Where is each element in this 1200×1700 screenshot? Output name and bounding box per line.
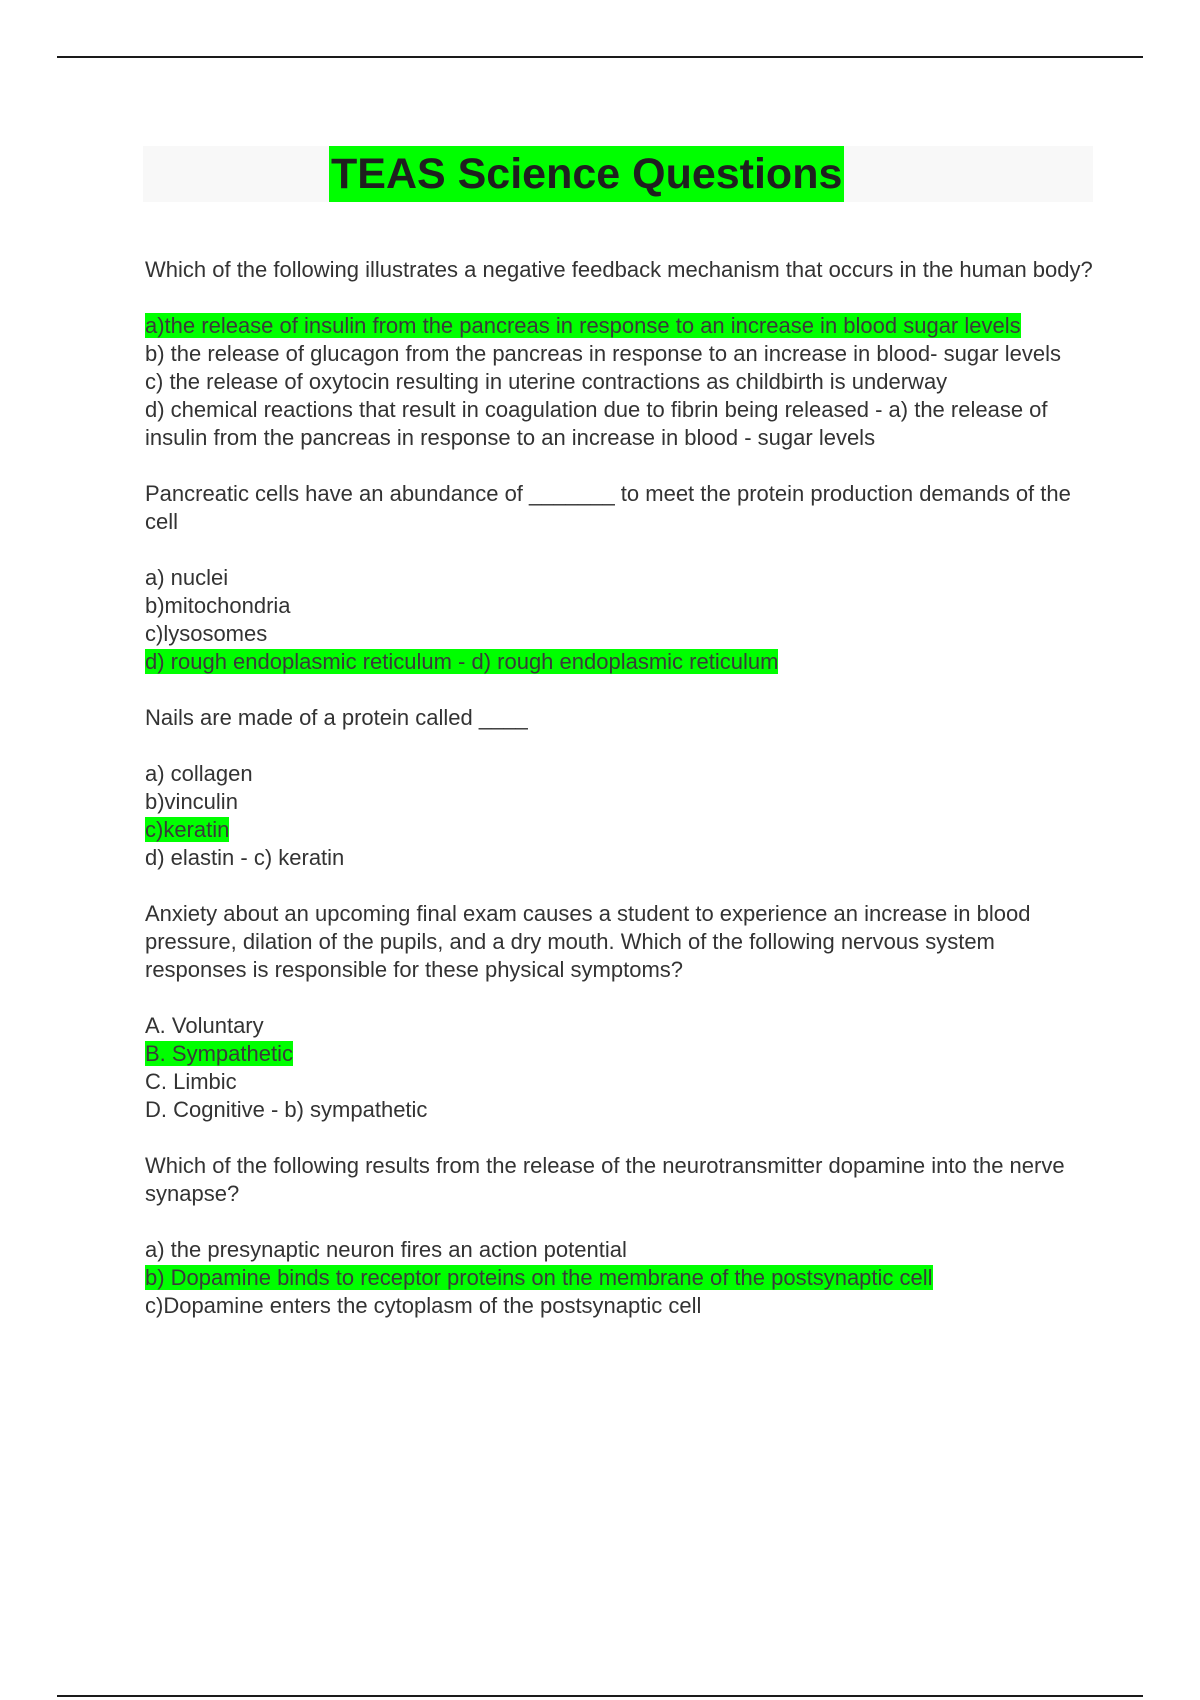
question-1-options <box>145 312 1095 452</box>
question-5-options <box>145 1236 1095 1320</box>
bottom-rule <box>57 1695 1143 1697</box>
option-text: c)Dopamine enters the cytoplasm of the postsynaptic cell <box>145 1293 702 1318</box>
option-text: d) chemical reactions that result in coagulation due to fibrin being released - a) the release of insulin from the pancreas in response to an increase in blood - sugar levels <box>145 397 1054 450</box>
option-line <box>145 368 1095 396</box>
question-4-prompt <box>145 900 1095 984</box>
question-prompt: Nails are made of a protein called ____ <box>145 705 528 730</box>
option-line <box>145 1012 1095 1040</box>
question-1-prompt <box>145 256 1095 284</box>
question-prompt: Which of the following illustrates a negative feedback mechanism that occurs in the human body? <box>145 257 1093 282</box>
option-text: A. Voluntary <box>145 1013 264 1038</box>
option-text: b)vinculin <box>145 789 238 814</box>
option-text: c)lysosomes <box>145 621 268 646</box>
option-line <box>145 396 1095 452</box>
page-title: TEAS Science Questions <box>329 146 844 202</box>
option-line <box>145 340 1095 368</box>
option-line <box>145 1068 1095 1096</box>
question-prompt: Which of the following results from the release of the neurotransmitter dopamine into the nerve synapse? <box>145 1153 1071 1206</box>
option-text: d) rough endoplasmic reticulum - d) rough endoplasmic reticulum <box>145 649 779 674</box>
option-line <box>145 816 1095 844</box>
question-prompt: Anxiety about an upcoming final exam causes a student to experience an increase in blood pressure, dilation of the pupils, and a dry mouth. Which of the following nervous system responses is responsible for these physical symptoms? <box>145 901 1037 982</box>
option-text: a) nuclei <box>145 565 229 590</box>
option-text: d) elastin - c) keratin <box>145 845 345 870</box>
option-text: b) the release of glucagon from the pancreas in response to an increase in blood- sugar levels <box>145 341 1061 366</box>
option-text: a) collagen <box>145 761 253 786</box>
question-list <box>145 256 1095 1348</box>
option-line <box>145 1264 1095 1292</box>
question-2-options <box>145 564 1095 676</box>
question-2-prompt <box>145 480 1095 536</box>
option-text: c)keratin <box>145 817 230 842</box>
option-line <box>145 312 1095 340</box>
question-4-options <box>145 1012 1095 1124</box>
option-line <box>145 1096 1095 1124</box>
option-line <box>145 844 1095 872</box>
option-text: a) the presynaptic neuron fires an action potential <box>145 1237 627 1262</box>
option-text: C. Limbic <box>145 1069 237 1094</box>
question-3-prompt <box>145 704 1095 732</box>
option-text: c) the release of oxytocin resulting in uterine contractions as childbirth is underway <box>145 369 948 394</box>
option-text: D. Cognitive - b) sympathetic <box>145 1097 428 1122</box>
option-text: b) Dopamine binds to receptor proteins on the membrane of the postsynaptic cell <box>145 1265 933 1290</box>
option-line <box>145 564 1095 592</box>
option-line <box>145 1040 1095 1068</box>
option-line <box>145 620 1095 648</box>
option-text: B. Sympathetic <box>145 1041 293 1066</box>
option-text: b)mitochondria <box>145 593 291 618</box>
option-line <box>145 592 1095 620</box>
option-line <box>145 1236 1095 1264</box>
option-line <box>145 1292 1095 1320</box>
option-text: a)the release of insulin from the pancreas in response to an increase in blood sugar levels <box>145 313 1021 338</box>
top-rule <box>57 56 1143 58</box>
question-prompt: Pancreatic cells have an abundance of _______ to meet the protein production demands of the cell <box>145 481 1077 534</box>
question-3-options <box>145 760 1095 872</box>
option-line <box>145 760 1095 788</box>
option-line <box>145 788 1095 816</box>
question-5-prompt <box>145 1152 1095 1208</box>
option-line <box>145 648 1095 676</box>
